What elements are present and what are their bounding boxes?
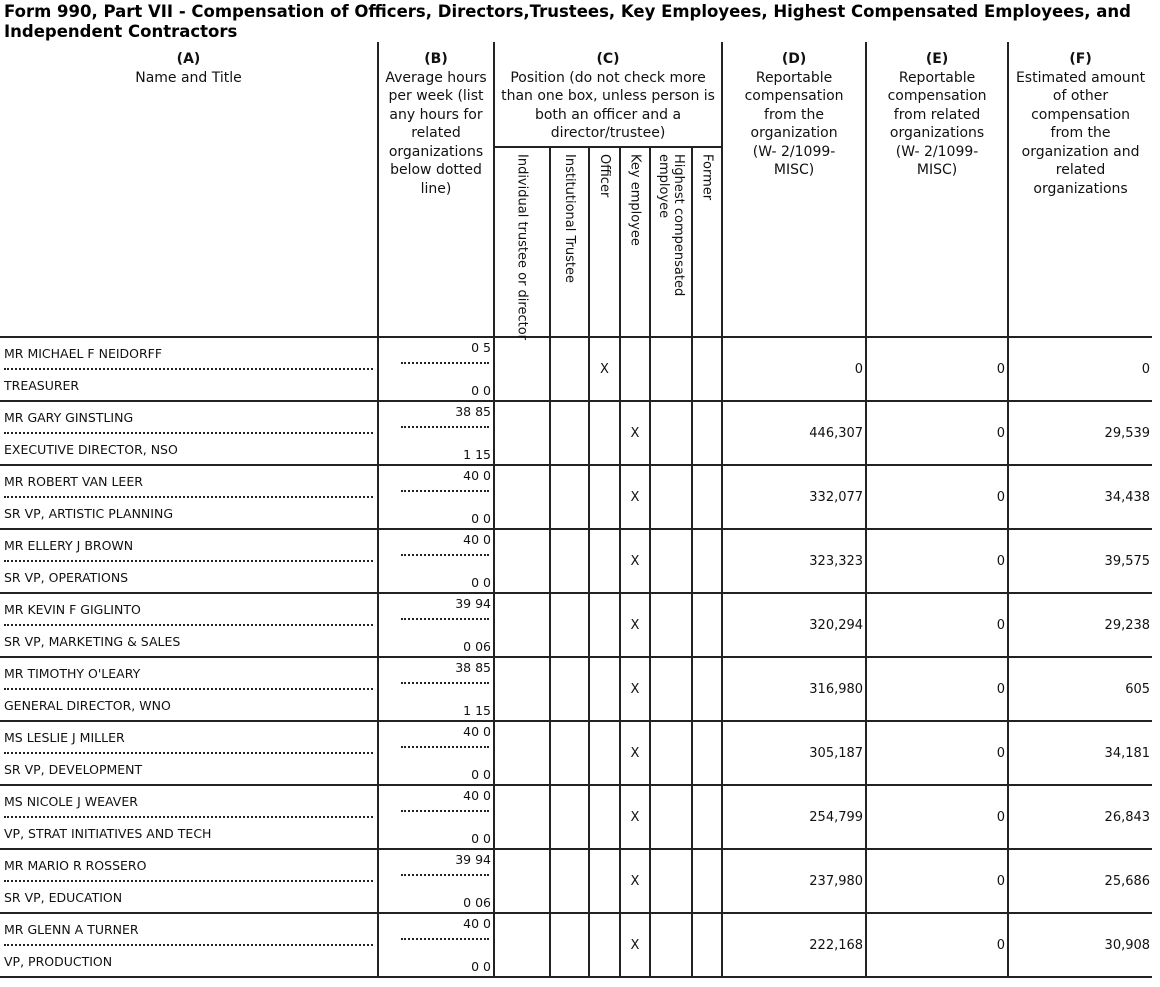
hours-per-week: 40 0 [463,468,491,483]
checkbox-highest-compensated [650,785,692,849]
hours-related-orgs: 1 15 [463,703,491,718]
column-label-e: Reportable compensation from related organizations (W- 2/1099-MISC) [887,69,987,178]
checkbox-institutional-trustee [550,593,589,657]
checkbox-highest-compensated [650,401,692,465]
checkbox-former [692,465,722,529]
hours-related-orgs: 0 0 [471,511,491,526]
checkbox-individual-trustee [494,529,550,593]
checkbox-highest-compensated [650,529,692,593]
name-title-cell [0,529,378,593]
column-letter-b: (B) [424,51,448,67]
dotted-line [4,432,373,434]
checkbox-key-employee [620,337,650,401]
hours-cell [378,913,494,977]
person-name: MR MICHAEL F NEIDORFF [4,346,163,361]
check-mark: X [630,553,640,569]
person-title: SR VP, MARKETING & SALES [4,634,181,649]
checkbox-former [692,337,722,401]
checkbox-former [692,401,722,465]
checkbox-key-employee [620,849,650,913]
column-header-c [494,42,722,147]
comp-org-cell: 323,323 [722,529,866,593]
checkbox-former [692,593,722,657]
dotted-line [4,368,373,370]
checkbox-key-employee [620,785,650,849]
hours-cell [378,401,494,465]
hours-cell [378,593,494,657]
checkbox-individual-trustee [494,913,550,977]
hours-cell [378,785,494,849]
check-mark: X [630,681,640,697]
subheader-label: Key employee [627,154,643,246]
person-title: SR VP, EDUCATION [4,890,123,905]
comp-other-cell: 0 [1008,337,1152,401]
subheader-label: Former [699,154,715,201]
table-row [0,337,1152,401]
hours-per-week: 0 5 [471,340,491,355]
checkbox-officer [589,529,620,593]
subheader-label: Officer [597,154,612,198]
dotted-line [4,688,373,690]
table-row [0,593,1152,657]
hours-related-orgs: 0 0 [471,575,491,590]
checkbox-individual-trustee [494,721,550,785]
dotted-line [401,746,489,748]
checkbox-former [692,913,722,977]
name-title-cell [0,593,378,657]
comp-org-cell: 316,980 [722,657,866,721]
hours-cell [378,657,494,721]
person-name: MS NICOLE J WEAVER [4,794,138,809]
checkbox-institutional-trustee [550,785,589,849]
table-row [0,849,1152,913]
person-title: VP, STRAT INITIATIVES AND TECH [4,826,212,841]
checkbox-individual-trustee [494,401,550,465]
name-title-cell [0,337,378,401]
hours-related-orgs: 0 0 [471,959,491,974]
hours-per-week: 39 94 [455,852,491,867]
subheader-key-employee [620,147,650,337]
comp-related-cell: 0 [866,849,1008,913]
checkbox-individual-trustee [494,465,550,529]
checkbox-key-employee [620,465,650,529]
checkbox-highest-compensated [650,849,692,913]
check-mark: X [600,361,609,377]
checkbox-institutional-trustee [550,849,589,913]
comp-other-cell: 26,843 [1008,785,1152,849]
hours-per-week: 38 85 [455,404,491,419]
dotted-line [4,880,373,882]
table-row [0,465,1152,529]
subheader-highest-compensated [650,147,692,337]
subheader-officer [589,147,620,337]
person-title: TREASURER [4,378,80,393]
checkbox-individual-trustee [494,657,550,721]
dotted-line [401,874,489,876]
checkbox-individual-trustee [494,785,550,849]
dotted-line [401,426,489,428]
name-title-cell [0,849,378,913]
column-letter-c: (C) [596,51,620,67]
hours-per-week: 40 0 [463,532,491,547]
column-header-b [378,42,494,337]
comp-org-cell: 446,307 [722,401,866,465]
checkbox-highest-compensated [650,465,692,529]
comp-org-cell: 0 [722,337,866,401]
checkbox-key-employee [620,657,650,721]
column-label-b: Average hours per week (list any hours for related organizations below dotted line) [385,69,487,197]
table-row [0,529,1152,593]
name-title-cell [0,785,378,849]
person-name: MR GLENN A TURNER [4,922,139,937]
checkbox-individual-trustee [494,337,550,401]
checkbox-institutional-trustee [550,657,589,721]
comp-org-cell: 222,168 [722,913,866,977]
person-title: VP, PRODUCTION [4,954,113,969]
comp-org-cell: 332,077 [722,465,866,529]
column-header-a [0,42,378,337]
column-label-d: Reportable compensation from the organization (W- 2/1099-MISC) [744,69,844,178]
comp-other-cell: 34,181 [1008,721,1152,785]
comp-other-cell: 34,438 [1008,465,1152,529]
table-row [0,401,1152,465]
name-title-cell [0,465,378,529]
comp-other-cell: 605 [1008,657,1152,721]
hours-related-orgs: 1 15 [463,447,491,462]
checkbox-key-employee [620,721,650,785]
column-label-a: Name and Title [135,69,242,86]
comp-other-cell: 39,575 [1008,529,1152,593]
check-mark: X [630,489,640,505]
subheader-former [692,147,722,337]
form-title: Form 990, Part VII - Compensation of Officers, Directors,Trustees, Key Employees, Highest Compensated Employees, and Independent Contractors [4,2,1131,41]
hours-cell [378,849,494,913]
checkbox-former [692,721,722,785]
subheader-label: Institutional Trustee [562,154,577,283]
checkbox-former [692,785,722,849]
check-mark: X [630,425,640,441]
comp-other-cell: 30,908 [1008,913,1152,977]
compensation-table [0,42,1152,978]
person-name: MR GARY GINSTLING [4,410,134,425]
hours-related-orgs: 0 0 [471,831,491,846]
person-name: MR ROBERT VAN LEER [4,474,143,489]
comp-related-cell: 0 [866,401,1008,465]
comp-related-cell: 0 [866,465,1008,529]
comp-other-cell: 25,686 [1008,849,1152,913]
dotted-line [401,362,489,364]
dotted-line [401,618,489,620]
column-header-d [722,42,866,337]
checkbox-highest-compensated [650,721,692,785]
checkbox-individual-trustee [494,849,550,913]
name-title-cell [0,721,378,785]
dotted-line [401,810,489,812]
check-mark: X [630,873,640,889]
dotted-line [401,938,489,940]
hours-per-week: 40 0 [463,788,491,803]
hours-per-week: 39 94 [455,596,491,611]
column-letter-a: (A) [176,51,201,67]
table-body [0,337,1152,977]
hours-cell [378,529,494,593]
name-title-cell [0,657,378,721]
person-name: MR MARIO R ROSSERO [4,858,147,873]
checkbox-individual-trustee [494,593,550,657]
checkbox-officer [589,401,620,465]
checkbox-former [692,849,722,913]
comp-org-cell: 254,799 [722,785,866,849]
hours-cell [378,721,494,785]
column-label-c: Position (do not check more than one box, unless person is both an officer and a director/trustee) [501,69,715,141]
table-row [0,785,1152,849]
checkbox-highest-compensated [650,593,692,657]
check-mark: X [630,745,640,761]
dotted-line [4,624,373,626]
column-header-f [1008,42,1152,337]
comp-other-cell: 29,238 [1008,593,1152,657]
comp-related-cell: 0 [866,657,1008,721]
subheader-institutional-trustee [550,147,589,337]
checkbox-highest-compensated [650,913,692,977]
checkbox-highest-compensated [650,337,692,401]
checkbox-key-employee [620,529,650,593]
table-row [0,913,1152,977]
comp-related-cell: 0 [866,913,1008,977]
person-title: SR VP, DEVELOPMENT [4,762,143,777]
hours-related-orgs: 0 06 [463,895,491,910]
checkbox-officer [589,337,620,401]
comp-related-cell: 0 [866,785,1008,849]
checkbox-institutional-trustee [550,465,589,529]
checkbox-officer [589,913,620,977]
checkbox-former [692,657,722,721]
checkbox-key-employee [620,913,650,977]
hours-per-week: 40 0 [463,724,491,739]
subheader-individual-trustee [494,147,550,341]
person-name: MR TIMOTHY O'LEARY [4,666,141,681]
checkbox-institutional-trustee [550,401,589,465]
comp-related-cell: 0 [866,529,1008,593]
person-name: MR ELLERY J BROWN [4,538,134,553]
dotted-line [4,944,373,946]
checkbox-officer [589,593,620,657]
hours-per-week: 40 0 [463,916,491,931]
person-name: MR KEVIN F GIGLINTO [4,602,141,617]
dotted-line [4,816,373,818]
column-letter-e: (E) [925,51,949,67]
comp-related-cell: 0 [866,337,1008,401]
comp-other-cell: 29,539 [1008,401,1152,465]
checkbox-institutional-trustee [550,913,589,977]
comp-related-cell: 0 [866,593,1008,657]
checkbox-institutional-trustee [550,721,589,785]
subheader-label: Individual trustee or director [514,154,530,341]
hours-related-orgs: 0 0 [471,767,491,782]
checkbox-officer [589,721,620,785]
hours-related-orgs: 0 0 [471,383,491,398]
check-mark: X [630,809,640,825]
checkbox-institutional-trustee [550,337,589,401]
table-row [0,657,1152,721]
check-mark: X [630,937,640,953]
checkbox-officer [589,849,620,913]
dotted-line [401,682,489,684]
checkbox-former [692,529,722,593]
hours-per-week: 38 85 [455,660,491,675]
checkbox-officer [589,657,620,721]
dotted-line [4,496,373,498]
column-header-e [866,42,1008,337]
hours-cell [378,337,494,401]
comp-related-cell: 0 [866,721,1008,785]
column-letter-d: (D) [781,51,807,67]
person-title: SR VP, ARTISTIC PLANNING [4,506,174,521]
comp-org-cell: 320,294 [722,593,866,657]
dotted-line [401,490,489,492]
dotted-line [401,554,489,556]
comp-org-cell: 237,980 [722,849,866,913]
hours-cell [378,465,494,529]
name-title-cell [0,401,378,465]
person-title: GENERAL DIRECTOR, WNO [4,698,171,713]
checkbox-institutional-trustee [550,529,589,593]
checkbox-officer [589,465,620,529]
hours-related-orgs: 0 06 [463,639,491,654]
table-row [0,721,1152,785]
person-title: EXECUTIVE DIRECTOR, NSO [4,442,178,457]
column-label-f: Estimated amount of other compensation from the organization and related organizations [1015,69,1146,197]
checkbox-key-employee [620,401,650,465]
column-letter-f: (F) [1069,51,1092,67]
checkbox-officer [589,785,620,849]
name-title-cell [0,913,378,977]
person-name: MS LESLIE J MILLER [4,730,125,745]
dotted-line [4,752,373,754]
check-mark: X [630,617,640,633]
checkbox-highest-compensated [650,657,692,721]
dotted-line [4,560,373,562]
comp-org-cell: 305,187 [722,721,866,785]
person-title: SR VP, OPERATIONS [4,570,129,585]
checkbox-key-employee [620,593,650,657]
subheader-label: Highest compensated employee [656,154,686,297]
